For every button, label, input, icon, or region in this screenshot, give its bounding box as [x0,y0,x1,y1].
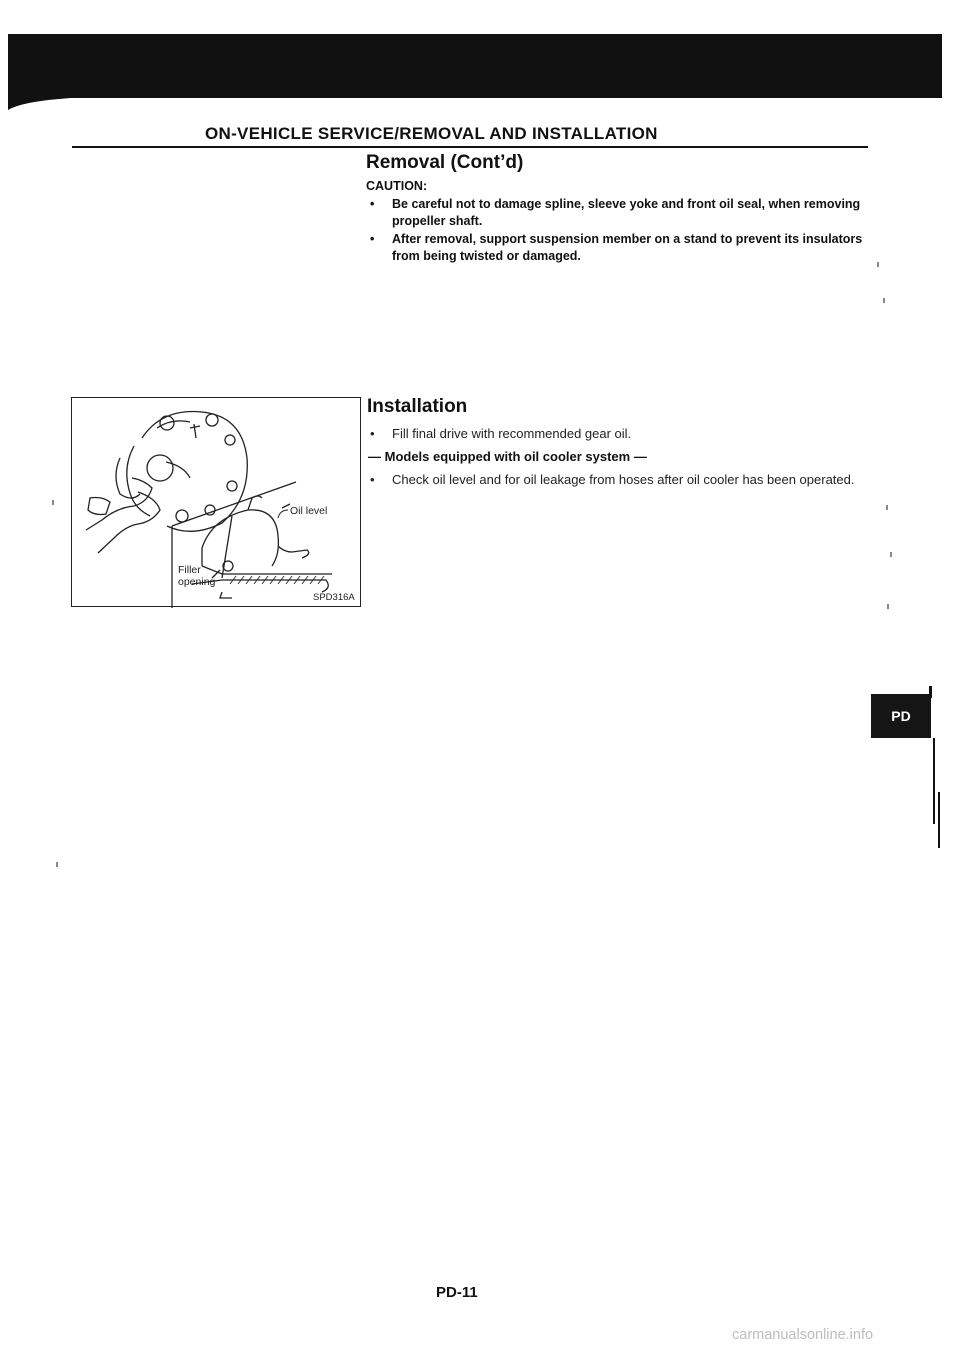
scan-speck [886,505,888,510]
tab-marker [933,738,935,824]
scan-speck [883,298,885,303]
caution-item: • Be careful not to damage spline, sleeve yoke and front oil seal, when removing propeller shaft. [392,196,872,229]
filler-opening-label: Filler opening [178,564,216,588]
installation-step-list [392,472,872,488]
oil-filling-figure [71,397,361,607]
scan-speck [890,552,892,557]
tab-marker [938,792,940,848]
scan-speck [877,262,879,267]
figure-code: SPD316A [313,592,355,603]
title-rule [72,146,868,148]
caution-label: CAUTION: [366,179,428,193]
watermark-text: carmanualsonline.info [732,1327,874,1343]
caution-list [392,196,872,266]
final-drive-illustration [72,398,362,608]
installation-step-list [392,426,872,442]
installation-heading: Installation [367,396,468,417]
caution-item: • After removal, support suspension member on a stand to prevent its insulators from being twisted or damaged. [392,231,872,264]
installation-step: • Fill final drive with recommended gear oil. [392,426,872,442]
installation-step: • Check oil level and for oil leakage from hoses after oil cooler has been operated. [392,472,872,488]
oil-cooler-models-note: — Models equipped with oil cooler system — [368,449,647,464]
removal-heading: Removal (Cont’d) [366,152,524,173]
scan-speck [887,604,889,609]
page-number: PD-11 [436,1284,478,1301]
section-tab-pd: PD [871,694,931,738]
scan-speck [52,500,54,505]
scan-speck [56,862,58,867]
oil-level-label: Oil level [290,505,328,517]
header-band-curve [0,84,260,124]
section-title: ON-VEHICLE SERVICE/REMOVAL AND INSTALLATION [205,124,658,143]
tab-marker [929,686,932,698]
